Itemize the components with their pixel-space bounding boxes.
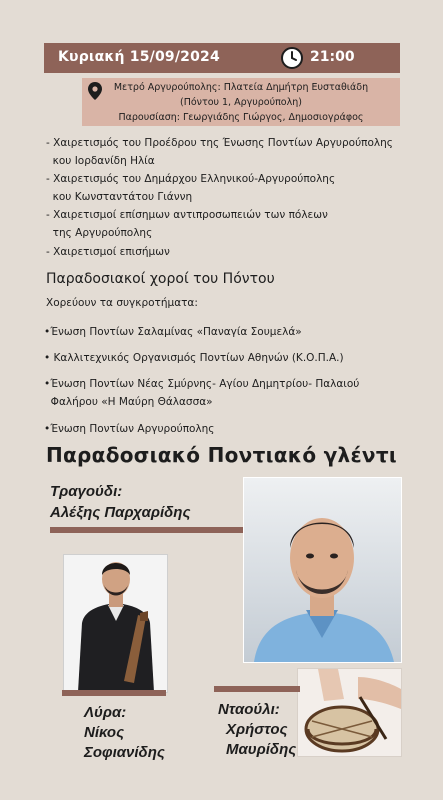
divider-bar [214,686,300,692]
presenter-line: Παρουσίαση: Γεωργιάδης Γιώργος, Δημοσιογράφος [118,112,364,123]
greeting-item: - Χαιρετισμός του Προέδρου της Ένωσης Ποντίων Αργυρούπολης [46,137,393,149]
venue-line-2: (Πόντου 1, Αργυρούπολη) [180,97,302,108]
map-pin-icon [88,82,102,100]
dance-group-item: •Ένωση Ποντίων Αργυρούπολης [44,423,215,435]
clock-icon [280,46,304,70]
greeting-item: της Αργυρούπολης [46,227,153,239]
dance-group-item: •Ένωση Ποντίων Σαλαμίνας «Παναγία Σουμελά» [44,326,302,338]
divider-bar [50,527,243,533]
daouli-name-first: Χρήστος [226,721,288,738]
event-date: Κυριακή 15/09/2024 [58,49,220,65]
greeting-item: - Χαιρετισμοί επισήμων [46,246,170,258]
venue-info-box [82,78,400,126]
greeting-item: κου Ιορδανίδη Ηλία [46,155,155,167]
event-time: 21:00 [310,49,355,65]
singer-role: Τραγούδι: [50,483,123,500]
dance-group-item: •Ένωση Ποντίων Νέας Σμύρνης- Αγίου Δημητρίου- Παλαιού [44,378,360,390]
singer-name: Αλέξης Παρχαρίδης [50,504,191,521]
date-time-bar [44,43,400,73]
feast-title: Παραδοσιακό Ποντιακό γλέντι [45,443,398,467]
daouli-role: Νταούλι: [218,701,280,718]
singer-photo [243,477,402,663]
dances-title: Παραδοσιακοί χοροί του Πόντου [46,271,275,287]
greeting-item: - Χαιρετισμοί επίσημων αντιπροσωπειών των πόλεων [46,209,328,221]
lyra-name-first: Νίκος [84,724,125,741]
lyra-player-photo [63,554,168,693]
daouli-name-last: Μαυρίδης [226,741,297,758]
greeting-item: κου Κωνσταντάτου Γιάννη [46,191,193,203]
divider-bar [62,690,166,696]
dance-group-item: • Καλλιτεχνικός Οργανισμός Ποντίων Αθηνών (Κ.Ο.Π.Α.) [44,352,344,364]
daouli-drum-photo [297,668,402,757]
venue-line-1: Μετρό Αργυρούπολης: Πλατεία Δημήτρη Ευσταθιάδη [113,82,369,93]
lyra-role: Λύρα: [84,704,127,721]
dances-subtitle: Χορεύουν τα συγκροτήματα: [46,297,198,309]
lyra-name-last: Σοφιανίδης [84,744,165,761]
dance-group-item: Φαλήρου «Η Μαύρη Θάλασσα» [44,396,213,408]
greeting-item: - Χαιρετισμός του Δημάρχου Ελληνικού-Αργυρούπολης [46,173,336,185]
